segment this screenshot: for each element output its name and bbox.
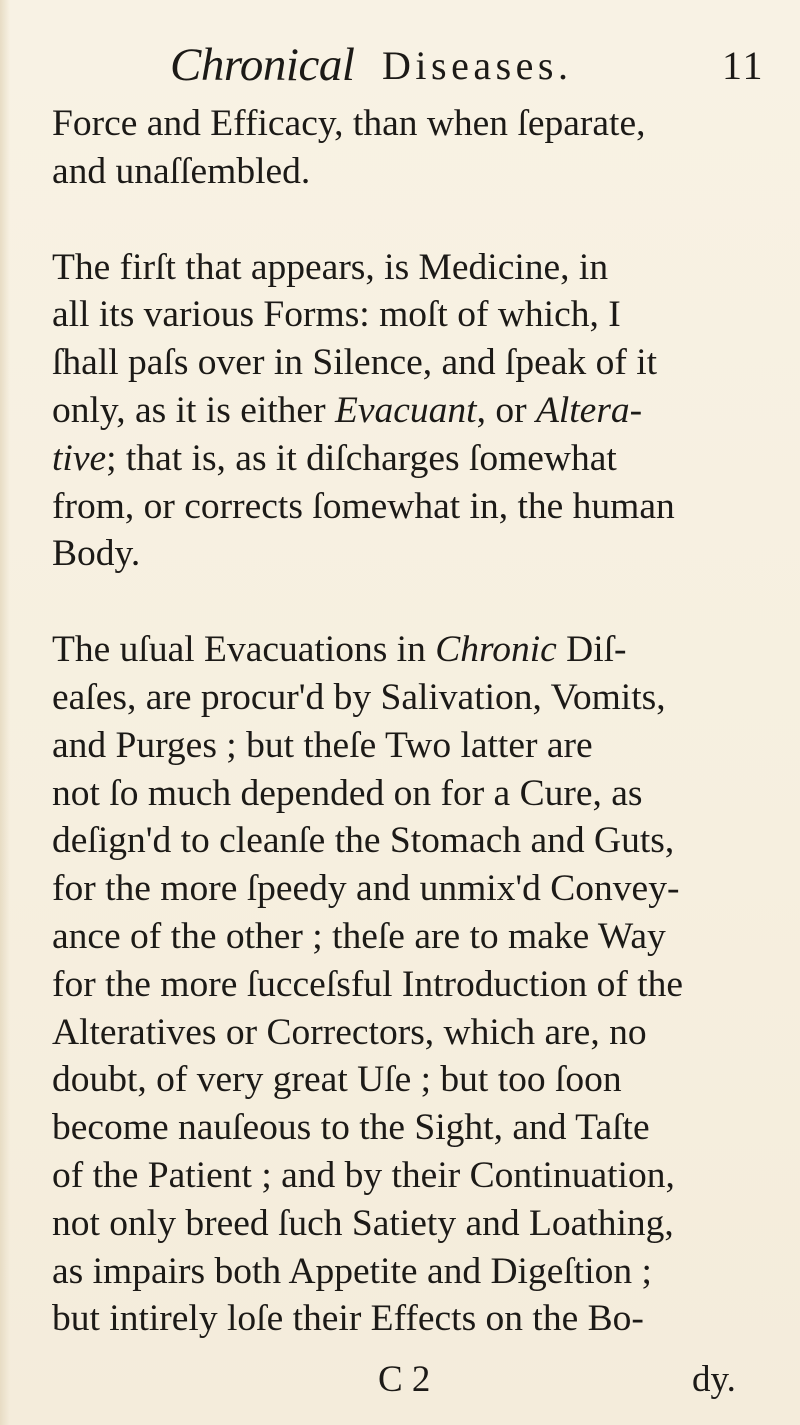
text-run: The uſual Evacuations in	[52, 629, 436, 671]
text-line: and unaſſembled.	[52, 150, 311, 192]
paragraph	[52, 244, 792, 579]
italic-run: Chronic	[435, 629, 557, 671]
text-run: only, as it is either	[52, 389, 335, 431]
text-line: Force and Efficacy, than when ſeparate,	[52, 103, 646, 144]
text-line	[52, 387, 792, 435]
text-line: from, or corrects ſomewhat in, the human	[52, 485, 675, 527]
text-line: all its various Forms: moſt of which, I	[52, 294, 621, 336]
text-line: not only breed ſuch Satiety and Loathing,	[52, 1202, 674, 1244]
text-line: for the more ſucceſsful Introduction of the	[52, 963, 684, 1005]
running-header	[170, 38, 770, 98]
text-line: eaſes, are procur'd by Salivation, Vomits,	[52, 676, 666, 718]
text-line: but intirely loſe their Effects on the Bo-	[52, 1298, 644, 1340]
italic-run: Altera-	[535, 389, 643, 431]
paragraph-gap	[52, 578, 792, 626]
text-line: not ſo much depended on for a Cure, as	[52, 772, 643, 814]
text-line	[52, 626, 792, 674]
running-title-caps: Diseases.	[382, 43, 573, 88]
text-line: doubt, of very great Uſe ; but too ſoon	[52, 1059, 622, 1101]
signature-mark: C 2	[378, 1359, 431, 1400]
text-line: ſhall paſs over in Silence, and ſpeak of it	[52, 342, 658, 384]
text-run: , or	[476, 389, 536, 431]
text-line: Body.	[52, 533, 141, 575]
text-line: as impairs both Appetite and Digeſtion ;	[52, 1250, 652, 1292]
body-text	[52, 100, 792, 1343]
paragraph-gap	[52, 196, 792, 244]
text-line: for the more ſpeedy and unmix'd Convey-	[52, 868, 680, 910]
running-title-italic: Chronical	[170, 39, 355, 91]
paragraph	[52, 626, 792, 1343]
text-run: ; that is, as it diſcharges ſomewhat	[106, 437, 617, 479]
italic-run: Evacuant	[334, 389, 477, 431]
paragraph	[52, 100, 792, 196]
text-run: Diſ-	[556, 629, 627, 671]
text-line	[52, 435, 792, 483]
catchword: dy.	[692, 1359, 736, 1400]
text-line: and Purges ; but theſe Two latter are	[52, 724, 593, 766]
text-line: of the Patient ; and by their Continuation,	[52, 1154, 675, 1196]
page-number: 11	[722, 43, 765, 88]
page-edge-shadow	[0, 0, 10, 1425]
text-line: become nauſeous to the Sight, and Taſte	[52, 1107, 650, 1149]
text-line: ance of the other ; theſe are to make Way	[52, 915, 666, 957]
italic-run: tive	[52, 437, 107, 479]
text-line: The firſt that appears, is Medicine, in	[52, 246, 609, 288]
text-line: deſign'd to cleanſe the Stomach and Guts,	[52, 820, 675, 862]
text-line: Alteratives or Correctors, which are, no	[52, 1011, 647, 1053]
